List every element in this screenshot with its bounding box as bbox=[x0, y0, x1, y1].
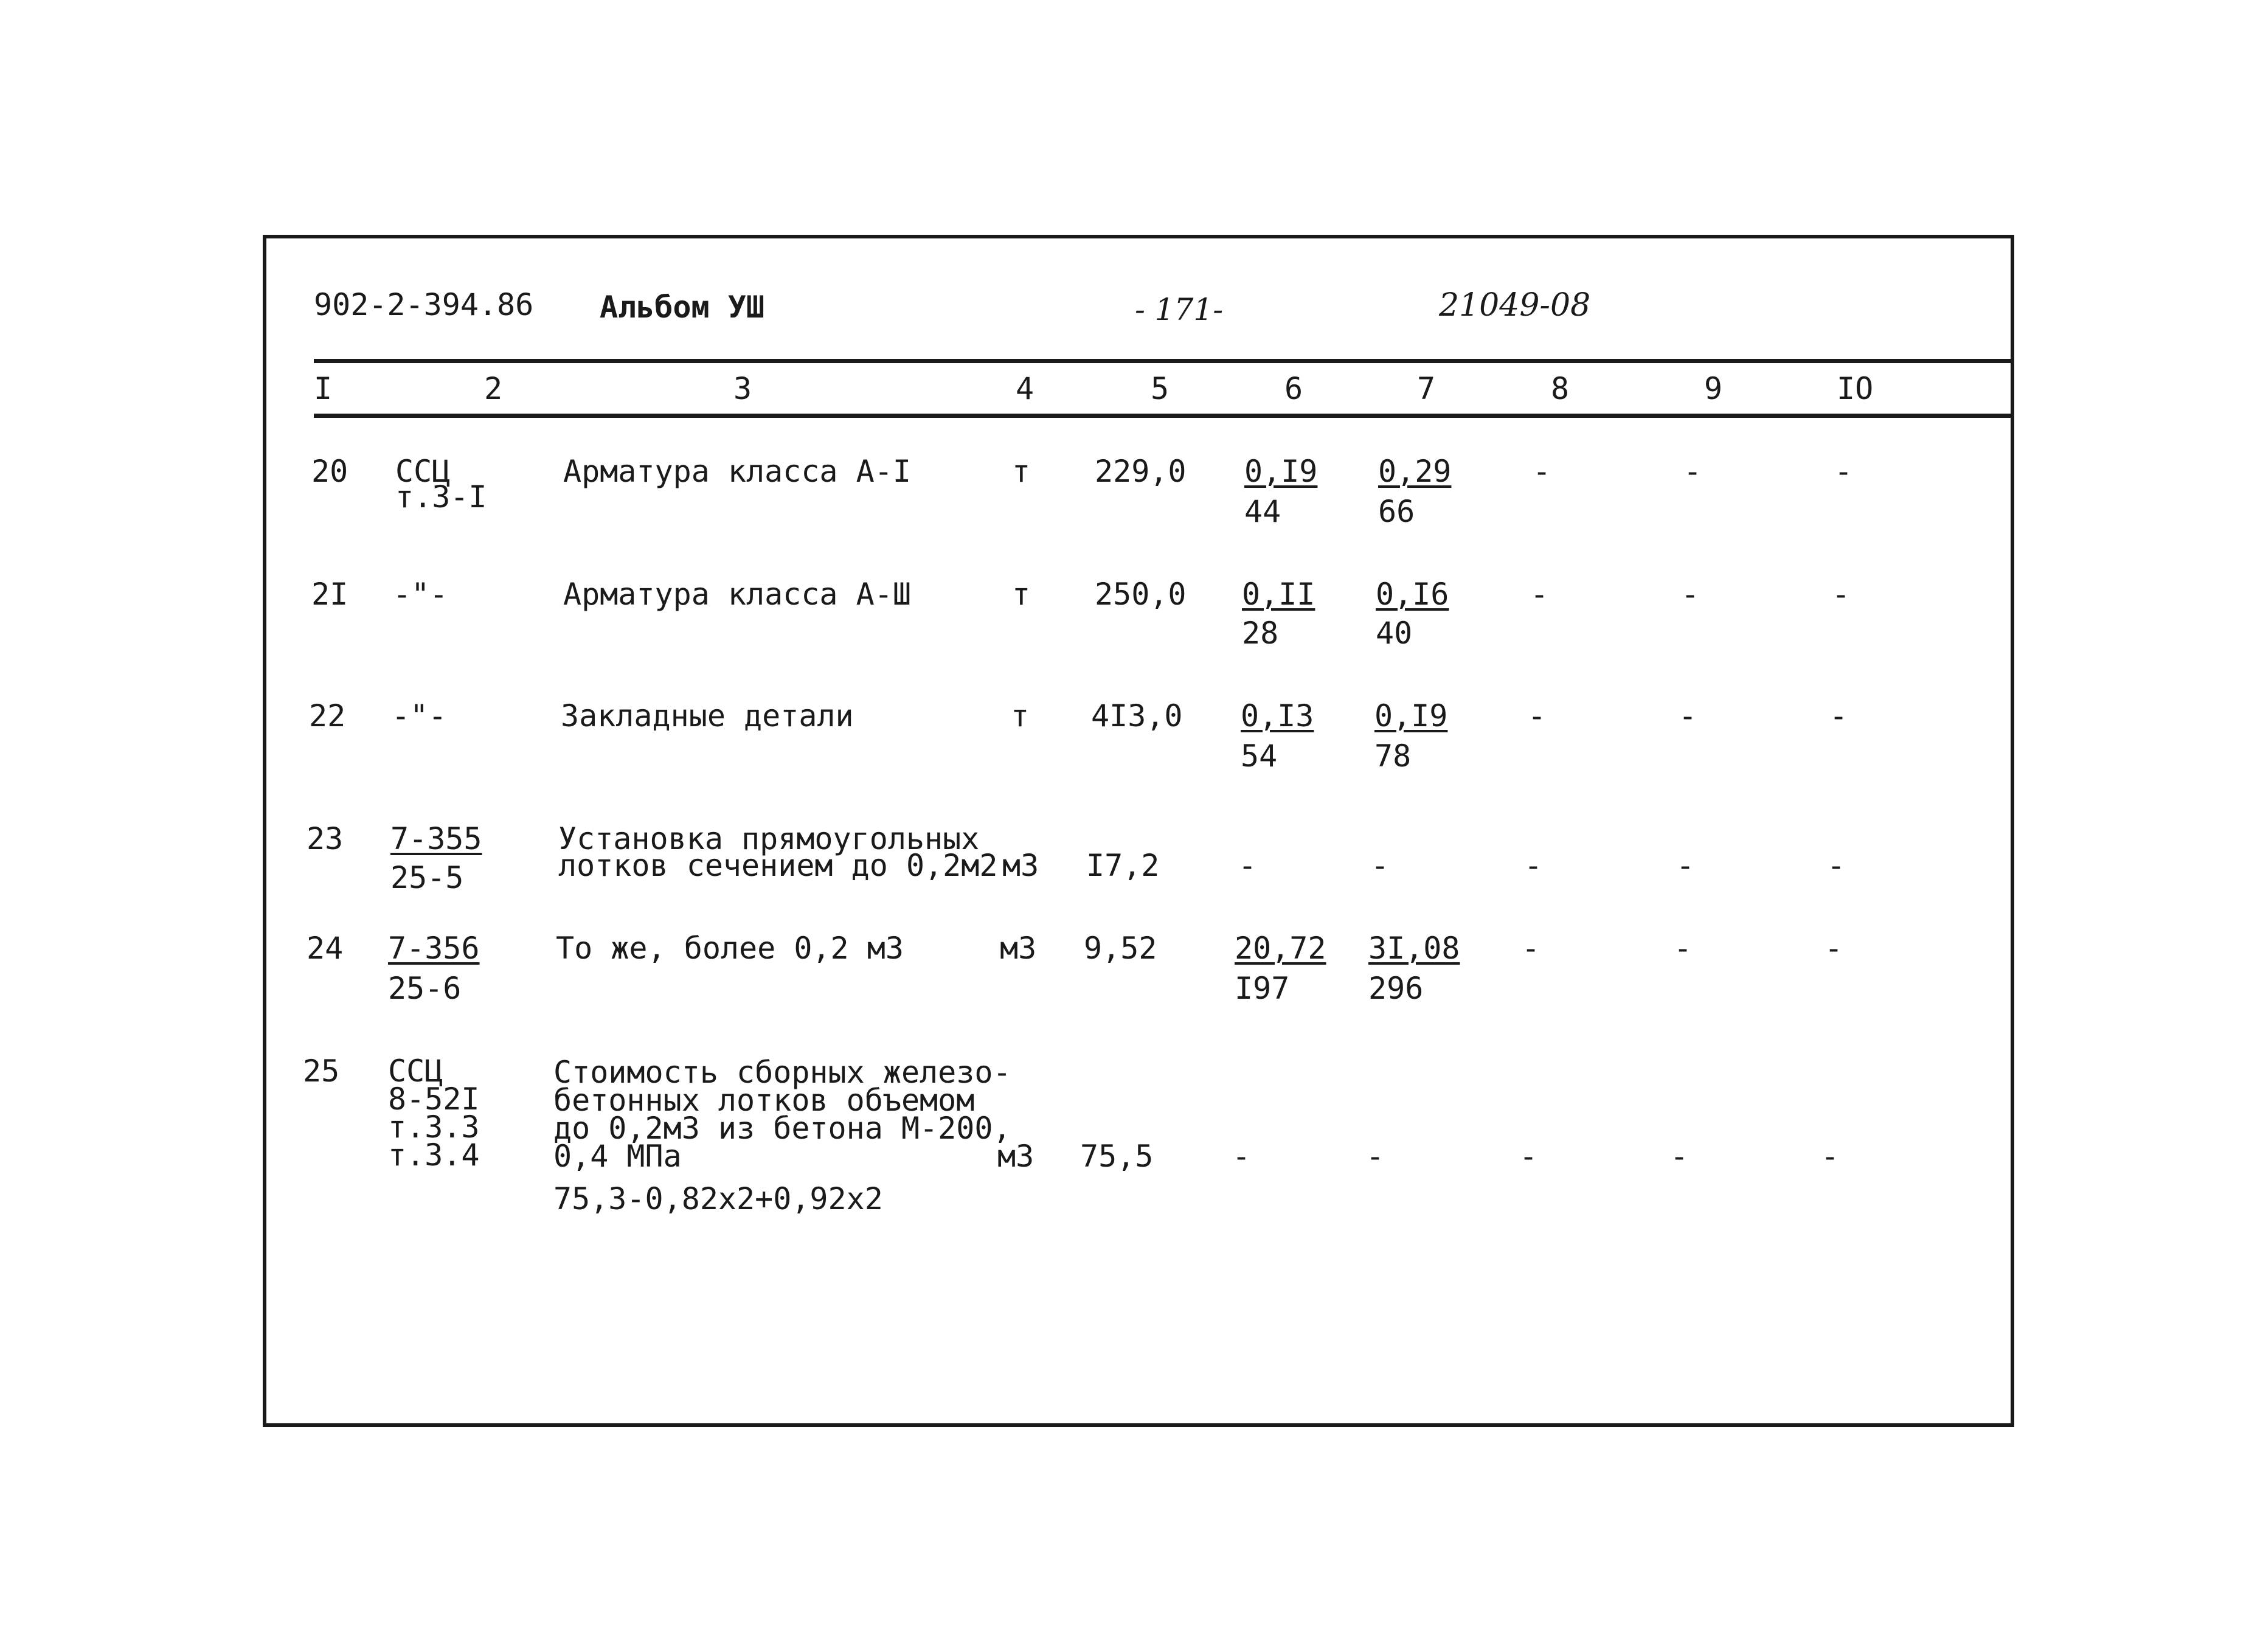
row-number: 20 bbox=[311, 454, 348, 489]
col8-value: - bbox=[1528, 698, 1547, 734]
col7-top: 0,29 bbox=[1378, 454, 1452, 489]
col6-top: 0,I3 bbox=[1241, 698, 1314, 734]
row-code-line: ССЦ bbox=[395, 454, 451, 489]
row-name-line: Установка прямоугольных bbox=[558, 821, 980, 856]
col-header-7: 7 bbox=[1417, 371, 1436, 406]
row-number: 25 bbox=[303, 1053, 340, 1089]
col-header-6: 6 bbox=[1284, 371, 1303, 406]
row-number: 23 bbox=[307, 821, 344, 856]
header-rule-bottom bbox=[314, 414, 2011, 418]
col9-value: - bbox=[1674, 931, 1693, 966]
col9-value: - bbox=[1676, 848, 1695, 883]
col9-value: - bbox=[1681, 577, 1700, 612]
col9-value: - bbox=[1670, 1139, 1689, 1174]
row-code-line: 25-6 bbox=[388, 971, 462, 1006]
row-quantity: 229,0 bbox=[1095, 454, 1187, 489]
row-quantity: 4I3,0 bbox=[1091, 698, 1183, 734]
page-number: - 171- bbox=[1135, 292, 1224, 327]
col9-value: - bbox=[1683, 454, 1702, 489]
col10-value: - bbox=[1832, 577, 1851, 612]
row-number: 24 bbox=[307, 931, 344, 966]
row-code-line: т.3.4 bbox=[388, 1137, 480, 1173]
col10-value: - bbox=[1825, 931, 1843, 966]
row-unit: м3 bbox=[997, 1139, 1034, 1174]
col9-value: - bbox=[1679, 698, 1697, 734]
col-header-2: 2 bbox=[484, 371, 503, 406]
row-name-line: 0,4 МПа bbox=[553, 1139, 682, 1174]
col6-value: - bbox=[1238, 848, 1257, 883]
col7-value: - bbox=[1371, 848, 1390, 883]
col8-value: - bbox=[1522, 931, 1540, 966]
row-name-line: бетонных лотков объемом bbox=[553, 1083, 975, 1118]
row-name-line: лотков сечением до 0,2м2 bbox=[558, 848, 998, 883]
row-formula: 75,3-0,82х2+0,92х2 bbox=[553, 1181, 883, 1216]
col7-bottom: 296 bbox=[1368, 971, 1424, 1006]
row-name-line: Арматура класса А-I bbox=[563, 454, 911, 489]
col10-value: - bbox=[1834, 454, 1853, 489]
col7-top: 0,I9 bbox=[1374, 698, 1448, 734]
row-unit: т bbox=[1012, 454, 1031, 489]
row-code-line: 25-5 bbox=[390, 860, 464, 895]
col6-value: - bbox=[1232, 1139, 1251, 1174]
row-code-line: т.3.3 bbox=[388, 1109, 480, 1145]
col8-value: - bbox=[1530, 577, 1549, 612]
col-header-10: IO bbox=[1837, 371, 1874, 406]
ref-number: 21049-08 bbox=[1439, 287, 1591, 324]
col6-top: 0,I9 bbox=[1244, 454, 1318, 489]
col7-value: - bbox=[1366, 1139, 1385, 1174]
doc-code: 902-2-394.86 bbox=[314, 287, 534, 322]
col7-bottom: 66 bbox=[1378, 494, 1415, 529]
col-header-5: 5 bbox=[1151, 371, 1170, 406]
row-number: 2I bbox=[311, 577, 348, 612]
row-quantity: I7,2 bbox=[1086, 848, 1160, 883]
row-name-line: То же, более 0,2 м3 bbox=[556, 931, 904, 966]
col-header-1: I bbox=[314, 371, 333, 406]
row-unit: т bbox=[1012, 577, 1031, 612]
row-name-line: Стоимость сборных железо- bbox=[553, 1055, 1011, 1090]
col6-bottom: I97 bbox=[1235, 971, 1290, 1006]
col7-bottom: 40 bbox=[1376, 616, 1413, 651]
col6-bottom: 44 bbox=[1244, 494, 1281, 529]
col-header-3: 3 bbox=[733, 371, 752, 406]
row-code-line: 7-355 bbox=[390, 821, 482, 856]
row-quantity: 250,0 bbox=[1095, 577, 1187, 612]
row-code-line: 7-356 bbox=[388, 931, 480, 966]
row-number: 22 bbox=[309, 698, 346, 734]
row-code-line: т.3-I bbox=[395, 479, 487, 515]
col7-top: 0,I6 bbox=[1376, 577, 1449, 612]
row-code-line: -"- bbox=[393, 577, 448, 612]
col8-value: - bbox=[1533, 454, 1551, 489]
col-header-8: 8 bbox=[1551, 371, 1570, 406]
col10-value: - bbox=[1829, 698, 1848, 734]
col8-value: - bbox=[1524, 848, 1543, 883]
col7-top: 3I,08 bbox=[1368, 931, 1460, 966]
row-code-line: -"- bbox=[392, 698, 447, 734]
row-unit: т bbox=[1011, 698, 1030, 734]
album-label: Альбом УШ bbox=[600, 290, 764, 325]
row-code-line: ССЦ bbox=[388, 1053, 443, 1089]
col-header-9: 9 bbox=[1704, 371, 1723, 406]
col10-value: - bbox=[1827, 848, 1846, 883]
col8-value: - bbox=[1519, 1139, 1538, 1174]
col6-bottom: 28 bbox=[1242, 616, 1279, 651]
row-name-line: Арматура класса А-Ш bbox=[563, 577, 911, 612]
row-quantity: 75,5 bbox=[1080, 1139, 1154, 1174]
col6-top: 0,II bbox=[1242, 577, 1315, 612]
col6-bottom: 54 bbox=[1241, 738, 1278, 774]
header-rule-top bbox=[314, 359, 2011, 363]
col7-bottom: 78 bbox=[1374, 738, 1412, 774]
row-name-line: Закладные детали bbox=[561, 698, 854, 734]
col-header-4: 4 bbox=[1016, 371, 1034, 406]
row-unit: м3 bbox=[1002, 848, 1039, 883]
row-quantity: 9,52 bbox=[1084, 931, 1157, 966]
row-code-line: 8-52I bbox=[388, 1081, 480, 1117]
row-name-line: до 0,2м3 из бетона М-200, bbox=[553, 1111, 1011, 1146]
col6-top: 20,72 bbox=[1235, 931, 1326, 966]
col10-value: - bbox=[1821, 1139, 1840, 1174]
row-unit: м3 bbox=[1000, 931, 1037, 966]
